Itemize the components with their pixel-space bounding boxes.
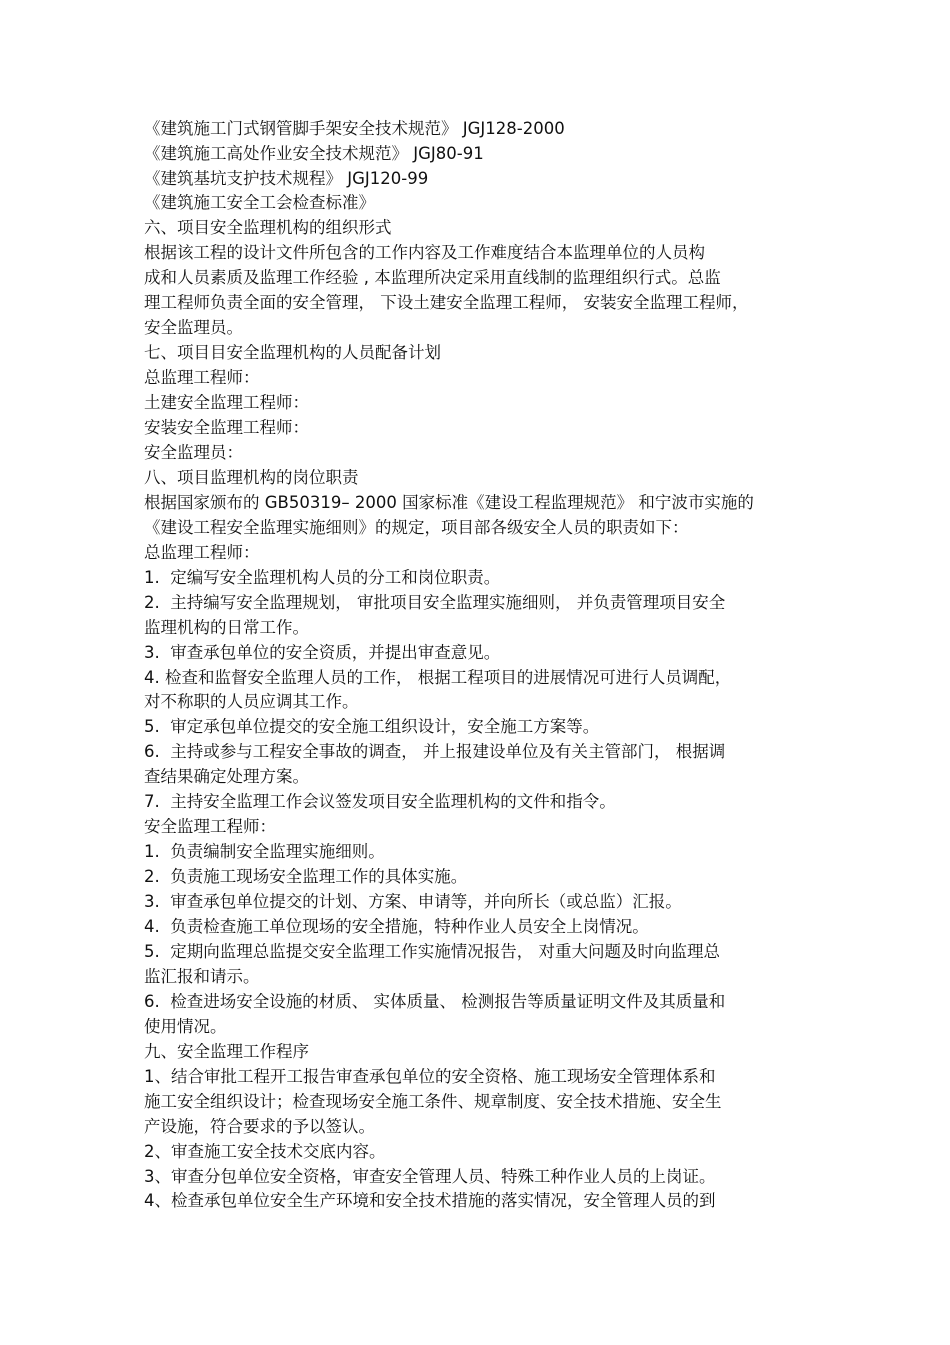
text-line: 总监理工程师： (144, 368, 260, 387)
list-item: 6. 主持或参与工程安全事故的调查， 并上报建设单位及有关主管部门， 根据调 (144, 742, 726, 761)
list-item: 1、结合审批工程开工报告审查承包单位的安全资格、施工现场安全管理体系和 (144, 1067, 716, 1086)
list-item: 6. 检查进场安全设施的材质、 实体质量、 检测报告等质量证明文件及其质量和 (144, 992, 726, 1011)
text-line: 成和人员素质及监理工作经验 , 本监理所决定采用直线制的监理组织行式。总监 (144, 268, 721, 287)
list-item: 使用情况。 (144, 1017, 227, 1036)
list-item: 4、检查承包单位安全生产环境和安全技术措施的落实情况，安全管理人员的到 (144, 1191, 716, 1210)
list-item: 监理机构的日常工作。 (144, 618, 309, 637)
text-line: 安全监理工程师： (144, 817, 276, 836)
text-line: 《建筑基坑支护技术规程》 JGJ120-99 (144, 169, 429, 188)
text-line: 土建安全监理工程师： (144, 393, 309, 412)
text-line: 安装安全监理工程师： (144, 418, 309, 437)
list-item: 3. 审查承包单位提交的计划、方案、申请等，并向所长（或总监）汇报。 (144, 892, 682, 911)
text-line: 《建筑施工高处作业安全技术规范》 JGJ80-91 (144, 144, 484, 163)
list-item: 5. 定期向监理总监提交安全监理工作实施情况报告， 对重大问题及时向监理总 (144, 942, 720, 961)
list-item: 2. 主持编写安全监理规划， 审批项目安全监理实施细则， 并负责管理项目安全 (144, 593, 726, 612)
text-line: 总监理工程师： (144, 543, 260, 562)
list-item: 查结果确定处理方案。 (144, 767, 309, 786)
list-item: 1. 负责编制安全监理实施细则。 (144, 842, 385, 861)
list-item: 7. 主持安全监理工作会议签发项目安全监理机构的文件和指令。 (144, 792, 616, 811)
text-line: 《建筑施工安全工会检查标准》 (144, 193, 375, 212)
section-heading: 七、项目目安全监理机构的人员配备计划 (144, 343, 441, 362)
section-heading: 九、安全监理工作程序 (144, 1042, 309, 1061)
list-item: 对不称职的人员应调其工作。 (144, 692, 359, 711)
text-line: 根据该工程的设计文件所包含的工作内容及工作难度结合本监理单位的人员构 (144, 243, 705, 262)
section-heading: 六、项目安全监理机构的组织形式 (144, 218, 392, 237)
list-item: 产设施，符合要求的予以签认。 (144, 1117, 375, 1136)
section-heading: 八、项目监理机构的岗位职责 (144, 468, 359, 487)
text-line: 《建设工程安全监理实施细则》的规定，项目部各级安全人员的职责如下： (144, 518, 689, 537)
list-item: 2. 负责施工现场安全监理工作的具体实施。 (144, 867, 468, 886)
text-line: 安全监理员： (144, 443, 243, 462)
text-line: 《建筑施工门式钢管脚手架安全技术规范》 JGJ128-2000 (144, 119, 565, 138)
list-item: 3、审查分包单位安全资格，审查安全管理人员、特殊工种作业人员的上岗证。 (144, 1167, 716, 1186)
text-line: 安全监理员。 (144, 318, 243, 337)
list-item: 4. 负责检查施工单位现场的安全措施，特种作业人员安全上岗情况。 (144, 917, 649, 936)
list-item: 监汇报和请示。 (144, 967, 260, 986)
text-line: 理工程师负责全面的安全管理， 下设土建安全监理工程师， 安装安全监理工程师， (144, 293, 749, 312)
list-item: 1. 定编写安全监理机构人员的分工和岗位职责。 (144, 568, 501, 587)
text-line: 根据国家颁布的 GB50319– 2000 国家标准《建设工程监理规范》 和宁波市实施的 (144, 493, 754, 512)
list-item: 4. 检查和监督安全监理人员的工作， 根据工程项目的进展情况可进行人员调配， (144, 668, 732, 687)
list-item: 5. 审定承包单位提交的安全施工组织设计，安全施工方案等。 (144, 717, 600, 736)
list-item: 施工安全组织设计；检查现场安全施工条件、规章制度、安全技术措施、安全生 (144, 1092, 722, 1111)
list-item: 2、审查施工安全技术交底内容。 (144, 1142, 386, 1161)
list-item: 3. 审查承包单位的安全资质，并提出审查意见。 (144, 643, 501, 662)
